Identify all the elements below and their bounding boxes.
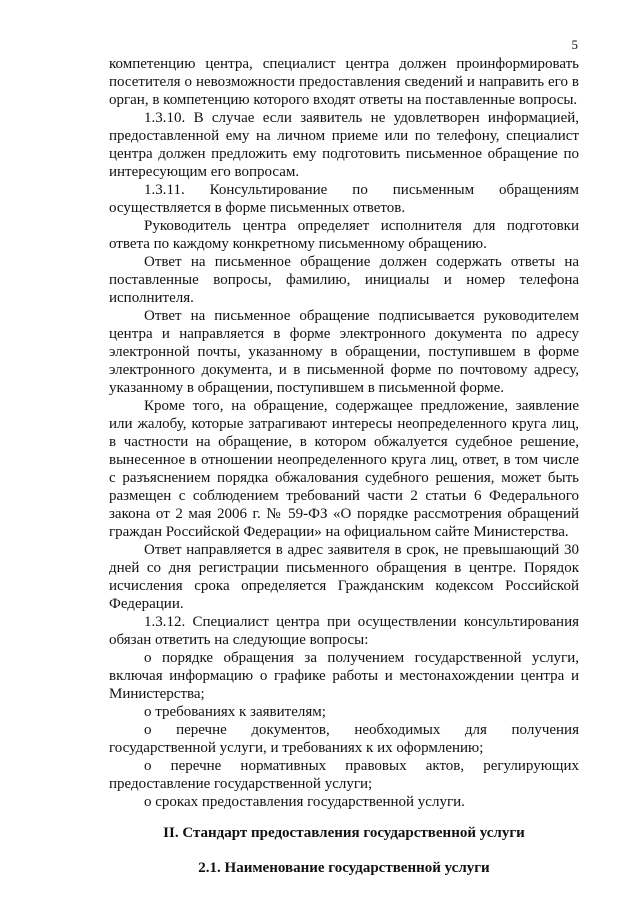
- subsection-heading: 2.1. Наименование государственной услуги: [198, 860, 490, 876]
- page-number: 5: [571, 37, 578, 52]
- list-item-legal-acts: о перечне нормативных правовых актов, регулирующих предоставление государственной услуги;: [109, 758, 579, 792]
- paragraph-executor: Руководитель центра определяет исполнителя для подготовки ответа по каждому конкретному письменному обращению.: [109, 218, 579, 252]
- body-text: [109, 55, 579, 811]
- list-item-terms: о сроках предоставления государственной услуги.: [144, 794, 465, 810]
- paragraph-1-3-10: 1.3.10. В случае если заявитель не удовлетворен информацией, предоставленной ему на личном приеме или по телефону, специалист центра должен предложить ему подготовить письменное обращение по интересующим его вопросам.: [109, 110, 579, 180]
- section-heading: II. Стандарт предоставления государственной услуги: [163, 825, 525, 841]
- paragraph-answer-signing: Ответ на письменное обращение подписывается руководителем центра и направляется в форме электронного документа по адресу электронной почты, указанному в обращении, поступившем в форме электронного документа, и в письменной форме по почтовому адресу, указанному в обращении, поступившем в письменной форме.: [109, 308, 579, 396]
- list-item-procedure: о порядке обращения за получением государственной услуги, включая информацию о графике работы и местонахождении центра и Министерства;: [109, 650, 579, 702]
- paragraph-deadline: Ответ направляется в адрес заявителя в срок, не превышающий 30 дней со дня регистрации письменного обращения в центре. Порядок исчисления срока определяется Гражданским кодексом Российской Федерации.: [109, 542, 579, 612]
- paragraph-answer-content: Ответ на письменное обращение должен содержать ответы на поставленные вопросы, фамилию, инициалы и номер телефона исполнителя.: [109, 254, 579, 306]
- paragraph-1-3-12: 1.3.12. Специалист центра при осуществлении консультирования обязан ответить на следующие вопросы:: [109, 614, 579, 648]
- paragraph-1-3-11: 1.3.11. Консультирование по письменным обращениям осуществляется в форме письменных ответов.: [109, 182, 579, 216]
- list-item-requirements: о требованиях к заявителям;: [144, 704, 326, 720]
- paragraph-public-interest: Кроме того, на обращение, содержащее предложение, заявление или жалобу, которые затрагивают интересы неопределенного круга лиц, в частности на обращение, в котором обжалуется судебное решение, вынесенное в отношении неопределенного круга лиц, ответ, в том числе с разъяснением порядка обжалования судебного решения, может быть размещен с соблюдением требований части 2 статьи 6 Федерального закона от 2 мая 2006 г. № 59-ФЗ «О порядке рассмотрения обращений граждан Российской Федерации» на официальном сайте Министерства.: [109, 398, 579, 540]
- paragraph-continuation: компетенцию центра, специалист центра должен проинформировать посетителя о невозможности предоставления сведений и направить его в орган, в компетенцию которого входят ответы на поставленные вопросы.: [109, 56, 579, 108]
- list-item-documents: о перечне документов, необходимых для получения государственной услуги, и требованиях к их оформлению;: [109, 722, 579, 756]
